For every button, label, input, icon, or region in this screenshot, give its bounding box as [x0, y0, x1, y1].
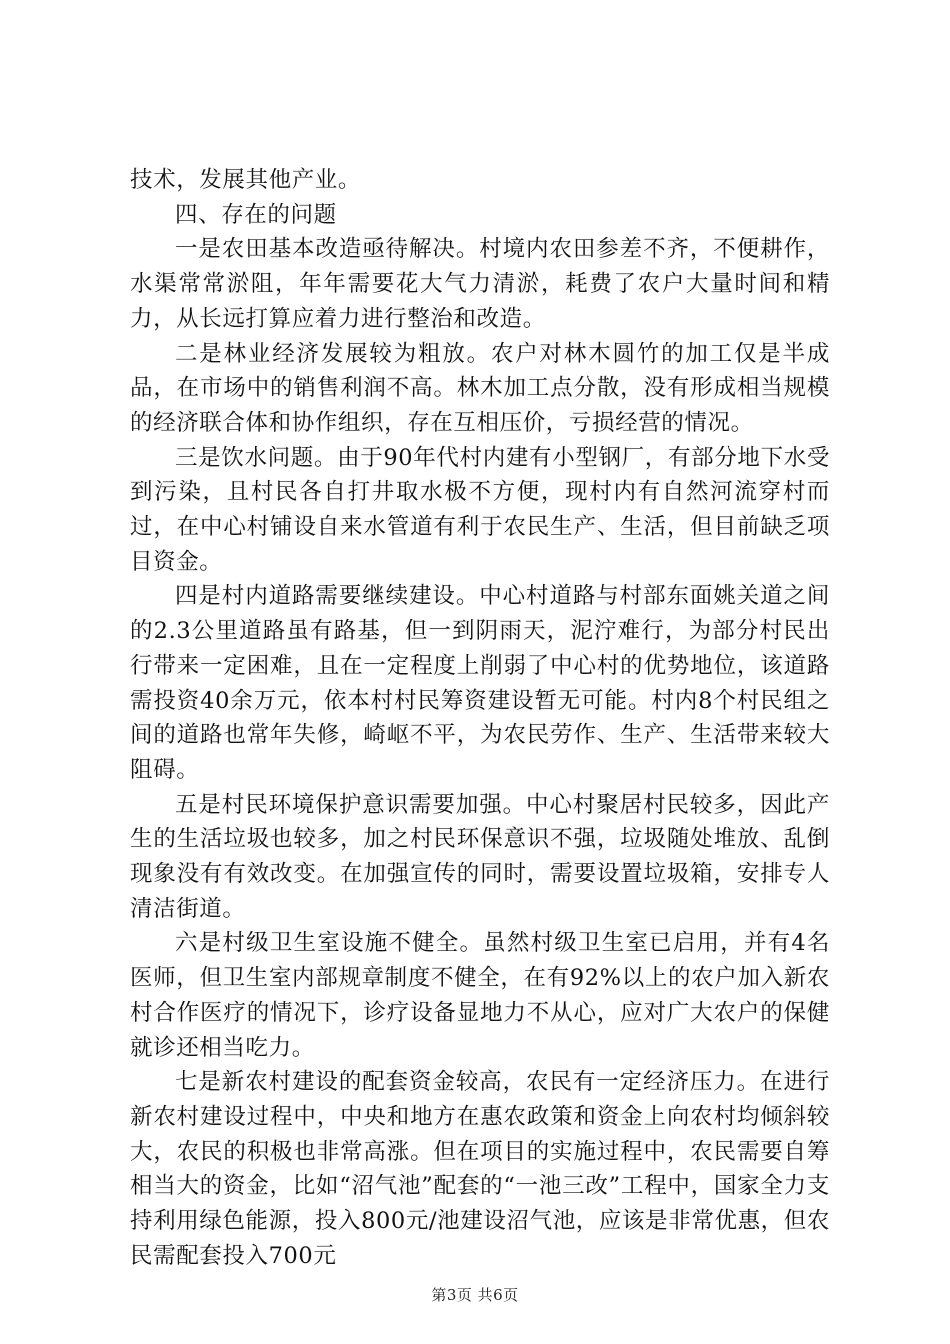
paragraph-issue-2: 二是林业经济发展较为粗放。农户对林木圆竹的加工仅是半成品，在市场中的销售利润不高。林木加工点分散，没有形成相当规模的经济联合体和协作组织，存在互相压价，亏损经营的情况。	[130, 340, 830, 436]
paragraph-issue-1: 一是农田基本改造亟待解决。村境内农田参差不齐，不便耕作，水渠常常淤阻，年年需要花大气力清淤，耗费了农户大量时间和精力，从长远打算应着力进行整治和改造。	[130, 236, 830, 332]
paragraph-issue-3: 三是饮水问题。由于90年代村内建有小型钢厂，有部分地下水受到污染，且村民各自打井取水极不方便，现村内有自然河流穿村而过，在中心村铺设自来水管道有利于农民生产、生活，但目前缺乏项目资金。	[130, 444, 830, 575]
paragraph-continuation: 技术，发展其他产业。	[130, 167, 362, 193]
page-footer: 第3页 共6页	[431, 1286, 519, 1304]
paragraph-issue-4: 四是村内道路需要继续建设。中心村道路与村部东面姚关道之间的2.3公里道路虽有路基，但一到阴雨天，泥泞难行，为部分村民出行带来一定困难，且在一定程度上削弱了中心村的优势地位，该道路需投资40余万元，依本村村民筹资建设暂无可能。村内8个村民组之间的道路也常年失修，崎岖不平，为农民劳作、生产、生活带来较大阻碍。	[130, 583, 830, 783]
paragraph-issue-5: 五是村民环境保护意识需要加强。中心村聚居村民较多，因此产生的生活垃圾也较多，加之村民环保意识不强，垃圾随处堆放、乱倒现象没有有效改变。在加强宣传的同时，需要设置垃圾箱，安排专人清洁街道。	[130, 791, 830, 922]
paragraph-issue-7: 七是新农村建设的配套资金较高，农民有一定经济压力。在进行新农村建设过程中，中央和地方在惠农政策和资金上向农村均倾斜较大，农民的积极也非常高涨。但在项目的实施过程中，农民需要自筹相当大的资金，比如“沼气池”配套的“一池三改”工程中，国家全力支持利用绿色能源，投入800元/池建设沼气池，应该是非常优惠，但农民需配套投入700元	[130, 1069, 830, 1269]
section-heading: 四、存在的问题	[175, 201, 337, 228]
paragraph-issue-6: 六是村级卫生室设施不健全。虽然村级卫生室已启用，并有4名医师，但卫生室内部规章制度不健全，在有92%以上的农户加入新农村合作医疗的情况下，诊疗设备显地力不从心，应对广大农户的保健就诊还相当吃力。	[130, 930, 830, 1061]
document-body	[130, 163, 830, 1274]
